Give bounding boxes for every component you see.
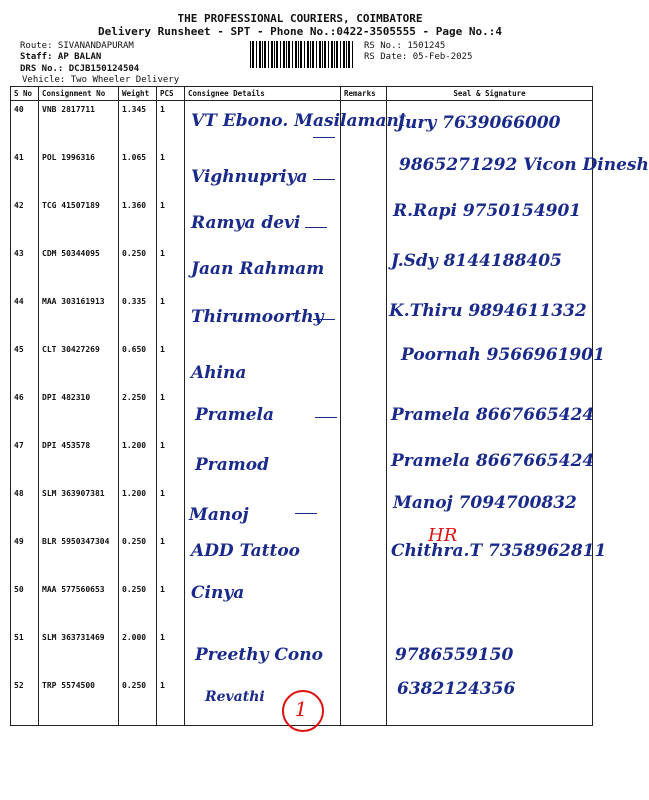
- remarks-cell: [341, 533, 387, 581]
- signature-cell: [387, 197, 593, 245]
- sno-cell: 50: [11, 581, 39, 629]
- table-row: [11, 293, 593, 341]
- signature-cell: [387, 629, 593, 677]
- dash-mark: [295, 513, 317, 514]
- sno-cell: 40: [11, 101, 39, 150]
- barcode: [250, 41, 354, 68]
- rs-date-label: RS Date: 05-Feb-2025: [364, 52, 473, 62]
- weight-cell: 2.250: [119, 389, 157, 437]
- drs-no-label: DRS No.: DCJB150124504: [20, 64, 140, 74]
- signature-cell: [387, 245, 593, 293]
- vehicle-label: Vehicle: Two Wheeler Delivery: [22, 75, 180, 85]
- consignee-handwriting: Vighnupriya: [191, 167, 308, 187]
- table-row: [11, 533, 593, 581]
- signature-cell: [387, 533, 607, 581]
- signature-cell: [387, 341, 605, 389]
- weight-cell: 0.250: [119, 533, 157, 581]
- consignee-handwriting: Pramela: [195, 405, 275, 425]
- consignee-cell: [185, 581, 341, 629]
- weight-cell: 1.200: [119, 485, 157, 533]
- route-label: Route: SIVANANDAPURAM: [20, 41, 134, 51]
- weight-cell: 1.200: [119, 437, 157, 485]
- table-row: [11, 485, 593, 533]
- signature-handwriting: R.Rapi 9750154901: [393, 201, 582, 221]
- remarks-cell: [341, 437, 387, 485]
- consignment-cell: POL 1996316: [39, 149, 119, 197]
- weight-cell: 0.335: [119, 293, 157, 341]
- consignment-cell: VNB 2817711: [39, 101, 119, 150]
- pcs-cell: 1: [157, 341, 185, 389]
- table-row: [11, 437, 593, 485]
- consignee-handwriting: Cinya: [191, 583, 245, 603]
- dash-mark: [313, 137, 335, 138]
- pcs-cell: 1: [157, 629, 185, 677]
- sno-cell: 42: [11, 197, 39, 245]
- pcs-cell: 1: [157, 389, 185, 437]
- remarks-cell: [341, 389, 387, 437]
- signature-handwriting: Pramela 8667665424: [391, 405, 595, 425]
- sno-cell: 47: [11, 437, 39, 485]
- remarks-cell: [341, 197, 387, 245]
- signature-cell: [387, 581, 593, 629]
- consignment-cell: TCG 41507189: [39, 197, 119, 245]
- pcs-cell: 1: [157, 149, 185, 197]
- sno-cell: 49: [11, 533, 39, 581]
- table-row: [11, 197, 593, 245]
- pcs-cell: 1: [157, 101, 185, 150]
- signature-cell: [387, 149, 649, 197]
- signature-cell: [387, 437, 593, 485]
- consignment-cell: CLT 30427269: [39, 341, 119, 389]
- signature-handwriting: Manoj 7094700832: [393, 493, 577, 513]
- sno-cell: 51: [11, 629, 39, 677]
- remarks-cell: [341, 245, 387, 293]
- weight-cell: 1.345: [119, 101, 157, 150]
- table-row: [11, 581, 593, 629]
- consignee-cell: [185, 197, 341, 245]
- rs-no-label: RS No.: 1501245: [364, 41, 446, 51]
- sno-cell: 52: [11, 677, 39, 726]
- consignee-handwriting: Manoj: [189, 505, 249, 525]
- consignment-cell: DPI 453578: [39, 437, 119, 485]
- consignee-cell: [185, 533, 341, 581]
- table-row: [11, 341, 593, 389]
- signature-handwriting: Jury 7639066000: [397, 113, 561, 133]
- col-header-weight: Weight: [119, 87, 157, 101]
- consignee-handwriting: Pramod: [195, 455, 269, 475]
- table-row: [11, 149, 593, 197]
- pcs-cell: 1: [157, 581, 185, 629]
- dash-mark: [313, 179, 335, 180]
- signature-handwriting: K.Thiru 9894611332: [389, 301, 587, 321]
- weight-cell: 0.250: [119, 245, 157, 293]
- signature-handwriting: 9865271292 Vicon Dinesh: [399, 155, 649, 175]
- table-header-row: [11, 87, 593, 101]
- remarks-cell: [341, 677, 387, 726]
- signature-cell: [387, 101, 593, 150]
- sno-cell: 45: [11, 341, 39, 389]
- consignee-cell: [185, 101, 406, 150]
- signature-cell: [387, 293, 593, 341]
- consignment-cell: MAA 303161913: [39, 293, 119, 341]
- consignee-handwriting: Revathi: [205, 689, 265, 705]
- consignee-handwriting: ADD Tattoo: [191, 541, 301, 561]
- table-row: [11, 245, 593, 293]
- pcs-cell: 1: [157, 437, 185, 485]
- col-header-consignee: Consignee Details: [185, 87, 341, 101]
- consignee-handwriting: Ramya devi: [191, 213, 301, 233]
- weight-cell: 2.000: [119, 629, 157, 677]
- remarks-cell: [341, 149, 387, 197]
- signature-cell: [387, 677, 593, 726]
- consignee-handwriting: Preethy Cono: [195, 645, 323, 665]
- weight-cell: 0.250: [119, 581, 157, 629]
- consignee-cell: [185, 437, 341, 485]
- signature-handwriting: 9786559150: [395, 645, 514, 665]
- sno-cell: 46: [11, 389, 39, 437]
- delivery-table: [10, 86, 649, 726]
- consignment-cell: MAA 577560653: [39, 581, 119, 629]
- consignee-handwriting: Jaan Rahmam: [191, 259, 325, 279]
- runsheet-subtitle: Delivery Runsheet - SPT - Phone No.:0422-3505555 - Page No.:4: [98, 25, 502, 38]
- signature-handwriting: 6382124356: [397, 679, 516, 699]
- signature-handwriting: Poornah 9566961901: [401, 345, 605, 365]
- sno-cell: 44: [11, 293, 39, 341]
- consignment-cell: SLM 363907381: [39, 485, 119, 533]
- col-header-sno: S No: [11, 87, 39, 101]
- signature-handwriting: Chithra.T 7358962811: [391, 541, 607, 561]
- signature-cell: [387, 389, 593, 437]
- signature-handwriting: Pramela 8667665424: [391, 451, 595, 471]
- consignee-cell: [185, 293, 341, 341]
- dash-mark: [305, 227, 327, 228]
- consignee-handwriting: VT Ebono. Masilamani: [191, 111, 406, 131]
- signature-cell: [387, 485, 593, 533]
- consignee-cell: [185, 149, 341, 197]
- sno-cell: 41: [11, 149, 39, 197]
- weight-cell: 0.250: [119, 677, 157, 726]
- signature-handwriting: J.Sdy 8144188405: [391, 251, 562, 271]
- consignment-cell: BLR 5950347304: [39, 533, 119, 581]
- remarks-cell: [341, 101, 387, 150]
- red-circle-number: 1: [294, 697, 308, 721]
- remarks-cell: [341, 293, 387, 341]
- sno-cell: 43: [11, 245, 39, 293]
- weight-cell: 1.065: [119, 149, 157, 197]
- col-header-signature: Seal & Signature: [387, 87, 593, 101]
- consignee-cell: [185, 629, 341, 677]
- remarks-cell: [341, 485, 387, 533]
- table-row: [11, 629, 593, 677]
- col-header-consignment: Consignment No: [39, 87, 119, 101]
- consignee-cell: [185, 341, 341, 389]
- remarks-cell: [341, 629, 387, 677]
- dash-mark: [315, 417, 337, 418]
- pcs-cell: 1: [157, 533, 185, 581]
- staff-label: Staff: AP BALAN: [20, 52, 102, 62]
- consignee-cell: [185, 485, 341, 533]
- remarks-cell: [341, 581, 387, 629]
- table-row: [11, 389, 593, 437]
- pcs-cell: 1: [157, 197, 185, 245]
- col-header-remarks: Remarks: [341, 87, 387, 101]
- consignee-handwriting: Ahina: [191, 363, 247, 383]
- col-header-pcs: PCS: [157, 87, 185, 101]
- pcs-cell: 1: [157, 245, 185, 293]
- consignment-cell: DPI 482310: [39, 389, 119, 437]
- consignee-cell: [185, 245, 341, 293]
- consignment-cell: SLM 363731469: [39, 629, 119, 677]
- weight-cell: 0.650: [119, 341, 157, 389]
- company-title: THE PROFESSIONAL COURIERS, COIMBATORE: [177, 12, 423, 25]
- pcs-cell: 1: [157, 293, 185, 341]
- consignee-cell: [185, 389, 341, 437]
- consignment-cell: CDM 50344095: [39, 245, 119, 293]
- remarks-cell: [341, 341, 387, 389]
- pcs-cell: 1: [157, 485, 185, 533]
- consignment-cell: TRP 5574500: [39, 677, 119, 726]
- table-row: [11, 101, 593, 150]
- consignee-handwriting: Thirumoorthy: [191, 307, 324, 327]
- red-initials-mark: HR: [428, 525, 458, 546]
- sno-cell: 48: [11, 485, 39, 533]
- pcs-cell: 1: [157, 677, 185, 726]
- weight-cell: 1.360: [119, 197, 157, 245]
- dash-mark: [313, 319, 335, 320]
